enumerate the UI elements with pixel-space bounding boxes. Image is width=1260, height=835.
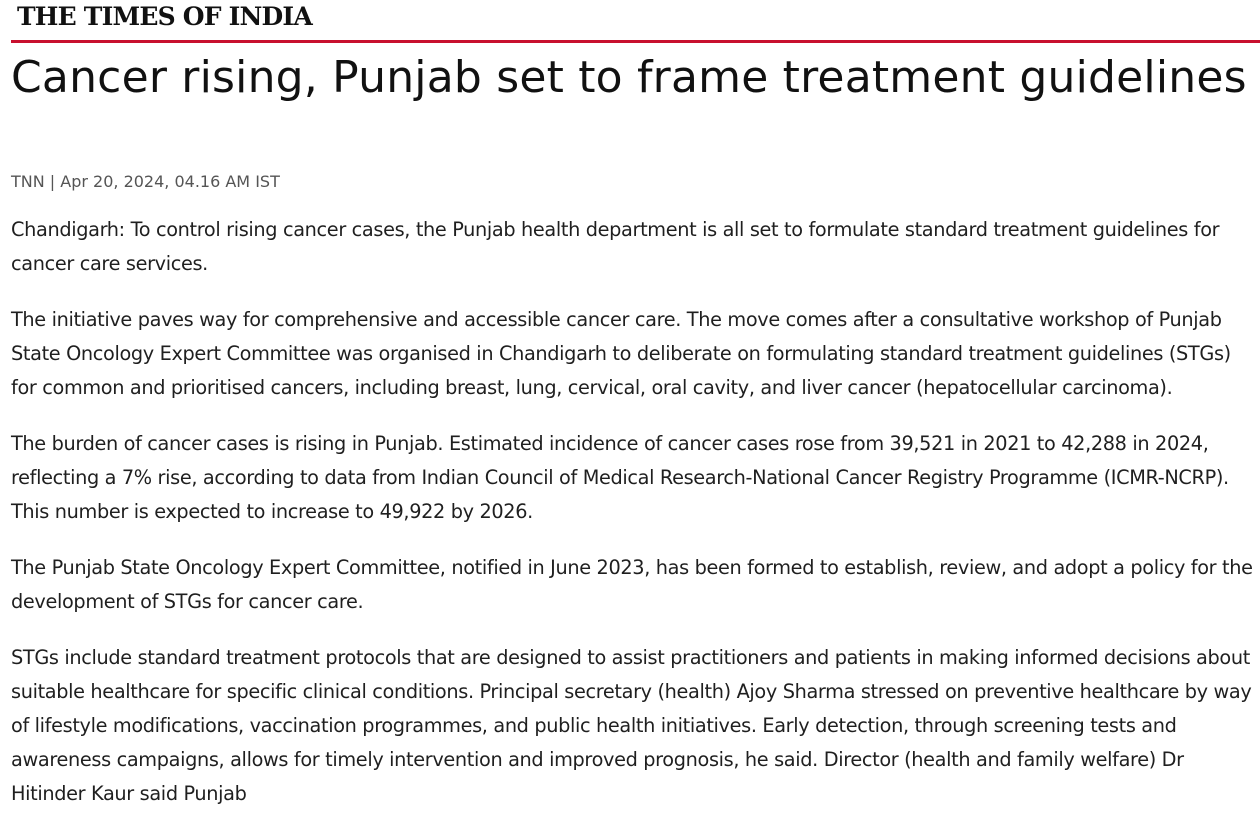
article-headline: Cancer rising, Punjab set to frame treatment guidelines [11, 52, 1247, 103]
article-paragraph: STGs include standard treatment protocols that are designed to assist practitioners and patients in making informed decisions about suitable healthcare for specific clinical conditions. Principal secretary (health) Ajoy Sharma stressed on preventive healthcare by way of lifestyle modifications, vaccination programmes, and public health initiatives. Early detection, through screening tests and awareness campaigns, allows for timely intervention and improved prognosis, he said. Director (health and family welfare) Dr Hitinder Kaur said Punjab [11, 646, 1252, 805]
masthead-divider [11, 40, 1260, 43]
article-paragraph: Chandigarh: To control rising cancer cases, the Punjab health department is all set to formulate standard treatment guidelines for cancer care services. [11, 218, 1220, 275]
article-paragraph: The initiative paves way for comprehensive and accessible cancer care. The move comes after a consultative workshop of Punjab State Oncology Expert Committee was organised in Chandigarh to deliberate on formulating standard treatment guidelines (STGs) for common and prioritised cancers, including breast, lung, cervical, oral cavity, and liver cancer (hepatocellular carcinoma). [11, 308, 1231, 399]
article-body [11, 213, 1253, 833]
article-byline: TNN | Apr 20, 2024, 04.16 AM IST [11, 172, 280, 191]
masthead-logo[interactable]: THE TIMES OF INDIA [17, 2, 312, 31]
article-paragraph: The Punjab State Oncology Expert Committee, notified in June 2023, has been formed to establish, review, and adopt a policy for the development of STGs for cancer care. [11, 556, 1253, 613]
article-paragraph: The burden of cancer cases is rising in Punjab. Estimated incidence of cancer cases rose from 39,521 in 2021 to 42,288 in 2024, reflecting a 7% rise, according to data from Indian Council of Medical Research-National Cancer Registry Programme (ICMR-NCRP). This number is expected to increase to 49,922 by 2026. [11, 432, 1229, 523]
